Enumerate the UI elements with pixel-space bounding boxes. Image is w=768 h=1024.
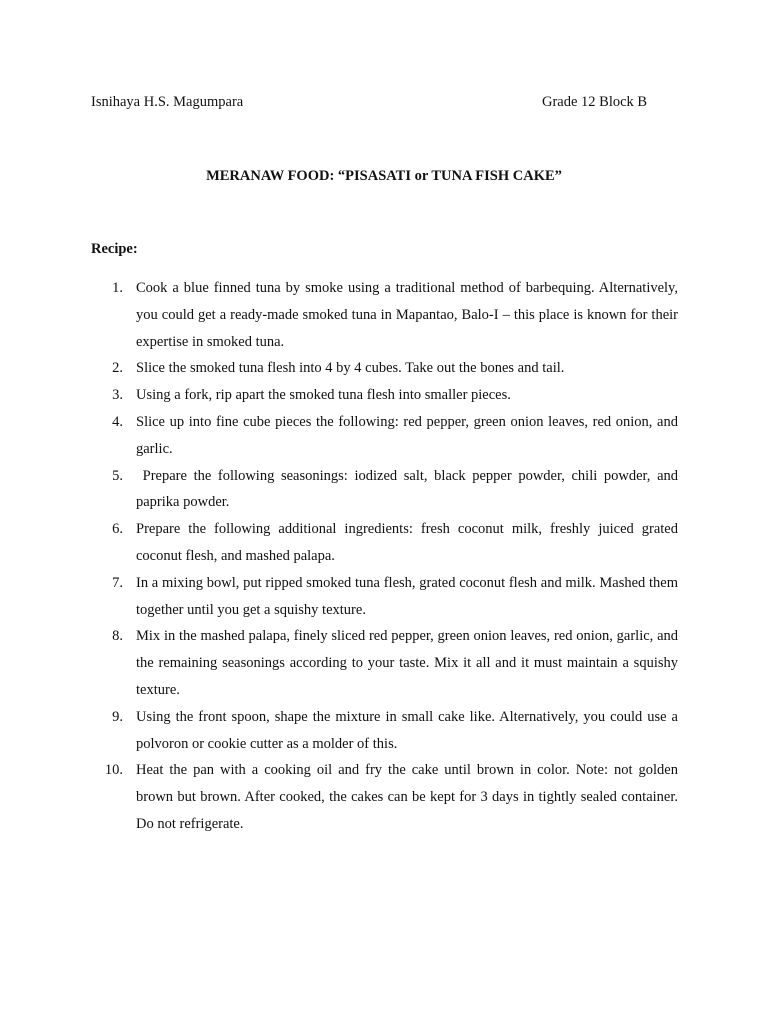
step-text: In a mixing bowl, put ripped smoked tuna flesh, grated coconut flesh and milk. Mashed them together until you get a squishy texture. <box>136 574 678 618</box>
step-number: 3. <box>112 387 123 404</box>
recipe-steps-list <box>0 275 768 838</box>
recipe-step <box>0 704 768 758</box>
step-text: Mix in the mashed palapa, finely sliced red pepper, green onion leaves, red onion, garlic, and the remaining seasonings according to your taste. Mix it all and it must maintain a squishy texture. <box>136 628 678 698</box>
grade-block: Grade 12 Block B <box>542 94 648 110</box>
recipe-step <box>0 623 768 703</box>
recipe-step <box>0 463 768 517</box>
recipe-step <box>0 570 768 624</box>
step-text: Heat the pan with a cooking oil and fry the cake until brown in color. Note: not golden brown but brown. After cooked, the cakes can be kept for 3 days in tightly sealed container. Do not refrigerate. <box>136 762 678 832</box>
recipe-step <box>0 355 768 382</box>
step-number: 7. <box>112 574 123 591</box>
step-number: 9. <box>112 708 123 725</box>
step-text: Slice the smoked tuna flesh into 4 by 4 cubes. Take out the bones and tail. <box>136 360 565 377</box>
recipe-step <box>0 382 768 409</box>
step-text: Using the front spoon, shape the mixture in small cake like. Alternatively, you could use a polvoron or cookie cutter as a molder of this. <box>136 708 678 752</box>
recipe-step <box>0 757 768 837</box>
step-number: 8. <box>112 628 123 645</box>
step-number: 4. <box>112 413 123 430</box>
step-number: 10. <box>104 762 123 779</box>
step-text: Using a fork, rip apart the smoked tuna flesh into smaller pieces. <box>136 387 511 404</box>
step-number: 5. <box>112 467 123 484</box>
recipe-heading: Recipe: <box>91 241 138 257</box>
step-text: Prepare the following additional ingredients: fresh coconut milk, freshly juiced grated coconut flesh, and mashed palapa. <box>136 521 678 564</box>
step-number: 6. <box>112 521 123 538</box>
step-number: 2. <box>112 360 123 377</box>
author-name: Isnihaya H.S. Magumpara <box>91 94 244 110</box>
recipe-step <box>0 409 768 463</box>
step-text: Prepare the following seasonings: iodized salt, black pepper powder, chili powder, and paprika powder. <box>136 467 682 511</box>
step-number: 1. <box>112 280 123 296</box>
document-title: MERANAW FOOD: “PISASATI or TUNA FISH CAKE” <box>206 168 562 184</box>
recipe-step <box>0 516 768 570</box>
step-text: Cook a blue finned tuna by smoke using a traditional method of barbequing. Alternatively, you could get a ready-made smoked tuna in Mapantao, Balo-I – this place is known for their expertise in smoked tuna. <box>136 280 678 350</box>
step-text: Slice up into fine cube pieces the following: red pepper, green onion leaves, red onion, and garlic. <box>136 413 678 457</box>
recipe-step <box>0 275 768 355</box>
